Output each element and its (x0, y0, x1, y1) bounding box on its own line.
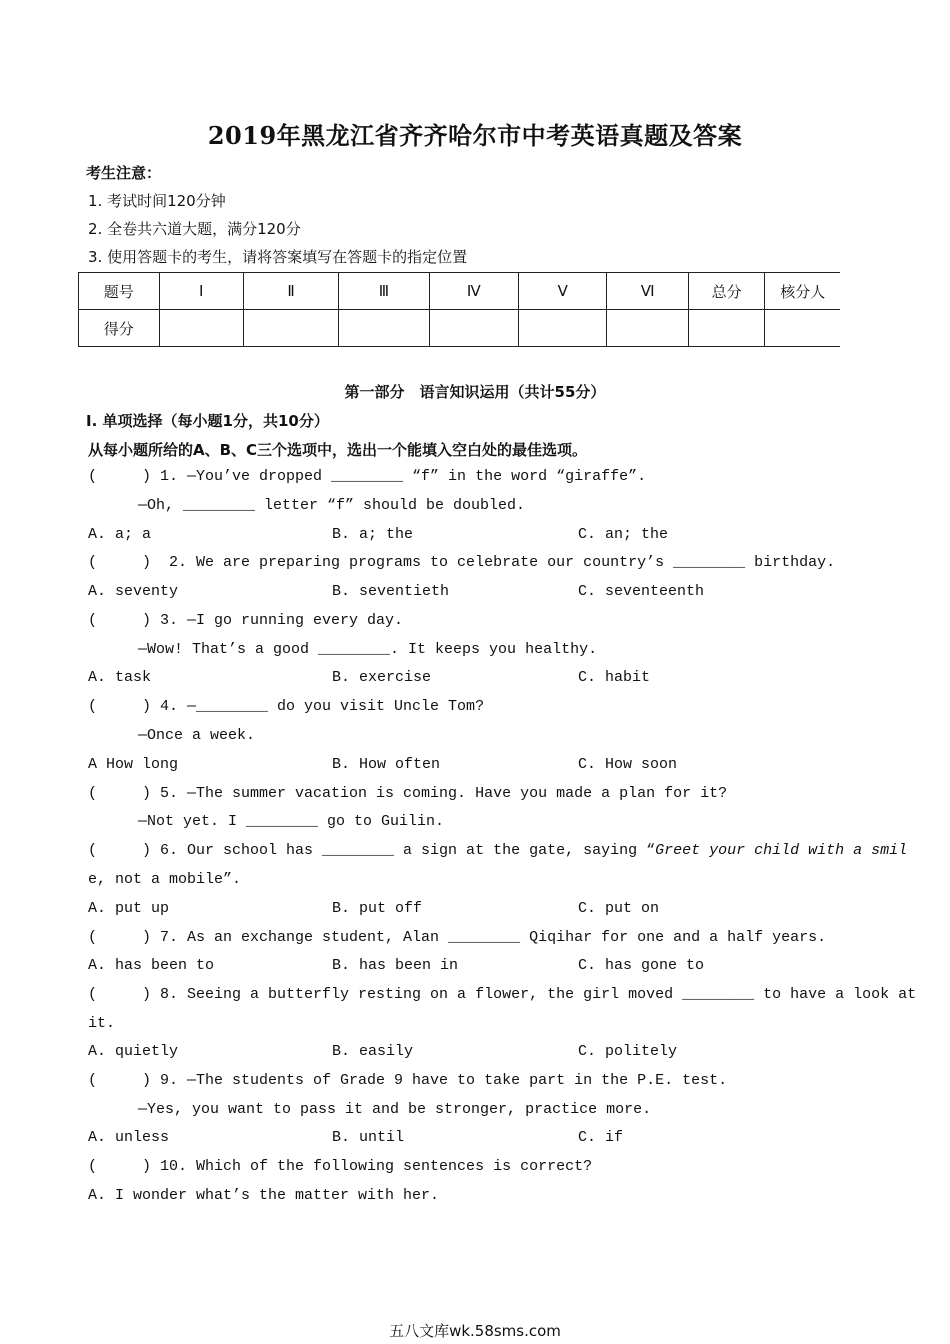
score-table (78, 272, 840, 347)
option-a[interactable]: A. has been to (88, 957, 215, 974)
section-title: Ⅰ. 单项选择（每小题1分，共10分） (86, 412, 329, 430)
score-header-cell: Ⅱ (243, 273, 338, 310)
question-6-continued: e, not a mobile”. (88, 871, 242, 888)
score-header-cell: 总分 (688, 273, 765, 310)
question-5-reply: —Not yet. I ________ go to Guilin. (138, 813, 445, 830)
option-a[interactable]: A How long (88, 756, 179, 773)
option-b[interactable]: B. has been in (332, 957, 459, 974)
question-2: ( ) 2. We are preparing programs to celebrate our country’s ________ birthday. (88, 554, 836, 571)
notice-item: 2. 全卷共六道大题，满分120分 (88, 220, 301, 238)
score-cell[interactable] (519, 310, 607, 347)
question-9-reply: —Yes, you want to pass it and be stronger, practice more. (138, 1101, 652, 1118)
question-4: ( ) 4. —________ do you visit Uncle Tom? (88, 698, 485, 715)
score-header-cell: Ⅲ (339, 273, 429, 310)
notice-item: 1. 考试时间120分钟 (88, 192, 226, 210)
question-3-reply: —Wow! That’s a good ________. It keeps you healthy. (138, 641, 598, 658)
question-1-reply: —Oh, ________ letter “f” should be doubled. (138, 497, 526, 514)
option-c[interactable]: C. How soon (578, 756, 678, 773)
score-cell[interactable] (688, 310, 765, 347)
option-b[interactable]: B. exercise (332, 669, 432, 686)
part-heading: 第一部分 语言知识运用（共计55分） (344, 383, 606, 401)
option-b[interactable]: B. easily (332, 1043, 414, 1060)
question-6-text: ( ) 6. Our school has ________ a sign at the gate, saying “ (88, 842, 656, 859)
option-c[interactable]: C. seventeenth (578, 583, 705, 600)
question-6-italic: Greet your child with a smil (655, 842, 908, 859)
option-a[interactable]: A. I wonder what’s the matter with her. (88, 1187, 440, 1204)
question-6 (88, 842, 907, 859)
option-a[interactable]: A. quietly (88, 1043, 179, 1060)
score-cell[interactable] (159, 310, 243, 347)
option-a[interactable]: A. a; a (88, 526, 152, 543)
question-5: ( ) 5. —The summer vacation is coming. Have you made a plan for it? (88, 785, 728, 802)
score-table-header-row (79, 273, 841, 310)
score-cell[interactable] (607, 310, 688, 347)
score-header-cell: Ⅳ (429, 273, 518, 310)
page-title: 2019年黑龙江省齐齐哈尔市中考英语真题及答案 (207, 121, 743, 150)
score-header-cell: Ⅵ (607, 273, 688, 310)
option-c[interactable]: C. politely (578, 1043, 678, 1060)
score-cell[interactable] (429, 310, 518, 347)
option-c[interactable]: C. an; the (578, 526, 669, 543)
option-b[interactable]: B. How often (332, 756, 441, 773)
question-1: ( ) 1. —You’ve dropped ________ “f” in the word “giraffe”. (88, 468, 647, 485)
question-7: ( ) 7. As an exchange student, Alan ________ Qiqihar for one and a half years. (88, 929, 827, 946)
option-c[interactable]: C. has gone to (578, 957, 705, 974)
option-b[interactable]: B. put off (332, 900, 423, 917)
option-b[interactable]: B. a; the (332, 526, 414, 543)
option-c[interactable]: C. if (578, 1129, 624, 1146)
option-a[interactable]: A. task (88, 669, 152, 686)
question-4-reply: —Once a week. (138, 727, 256, 744)
footer-watermark: 五八文库wk.58sms.com (389, 1322, 561, 1340)
notice-heading: 考生注意： (86, 164, 162, 182)
question-3: ( ) 3. —I go running every day. (88, 612, 404, 629)
section-instruction: 从每小题所给的A、B、C三个选项中，选出一个能填入空白处的最佳选项。 (88, 441, 588, 459)
notice-item: 3. 使用答题卡的考生，请将答案填写在答题卡的指定位置 (88, 248, 468, 266)
option-c[interactable]: C. habit (578, 669, 651, 686)
option-a[interactable]: A. seventy (88, 583, 179, 600)
score-header-cell: Ⅴ (519, 273, 607, 310)
option-b[interactable]: B. until (332, 1129, 405, 1146)
score-cell[interactable] (765, 310, 840, 347)
option-a[interactable]: A. unless (88, 1129, 170, 1146)
question-8: ( ) 8. Seeing a butterfly resting on a flower, the girl moved ________ to have a look at (88, 986, 917, 1003)
option-b[interactable]: B. seventieth (332, 583, 450, 600)
score-cell[interactable] (243, 310, 338, 347)
score-table-score-row (79, 310, 841, 347)
option-c[interactable]: C. put on (578, 900, 660, 917)
score-header-cell: Ⅰ (159, 273, 243, 310)
score-cell[interactable] (339, 310, 429, 347)
score-row-label: 得分 (79, 310, 160, 347)
question-10: ( ) 10. Which of the following sentences is correct? (88, 1158, 593, 1175)
question-9: ( ) 9. —The students of Grade 9 have to take part in the P.E. test. (88, 1072, 728, 1089)
question-8-continued: it. (88, 1015, 116, 1032)
option-a[interactable]: A. put up (88, 900, 170, 917)
score-header-cell: 题号 (79, 273, 160, 310)
score-header-cell: 核分人 (765, 273, 840, 310)
